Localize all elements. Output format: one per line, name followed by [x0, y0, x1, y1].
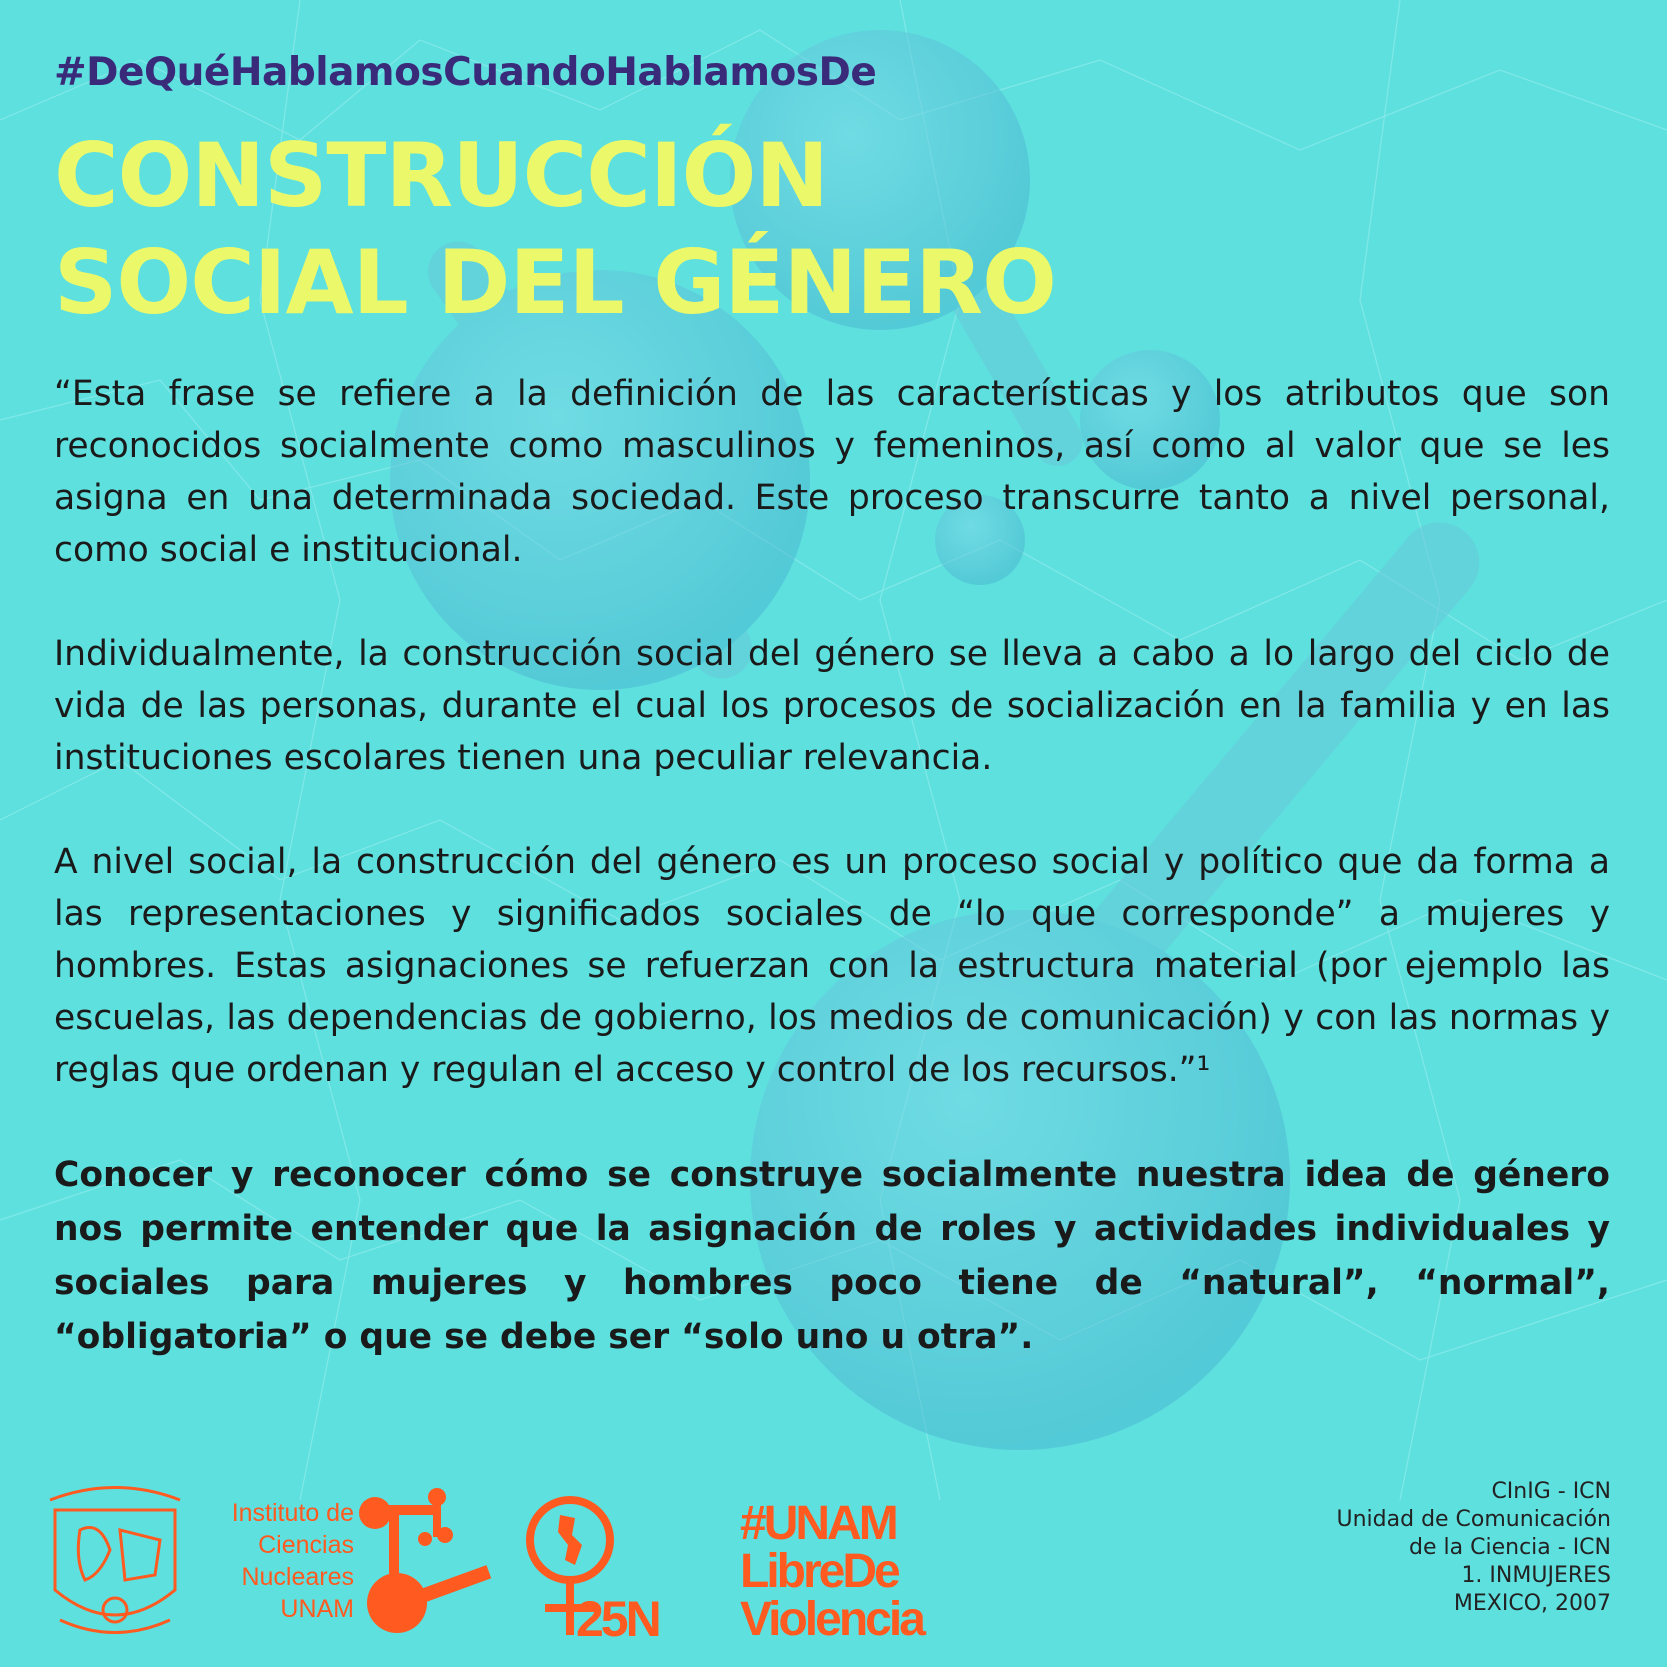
title-line-2: SOCIAL DEL GÉNERO	[54, 231, 1056, 334]
molecule-icon	[355, 1485, 495, 1635]
title-line-1: CONSTRUCCIÓN	[54, 124, 829, 227]
credit-line-3: de la Ciencia - ICN	[1409, 1535, 1611, 1560]
paragraph-2: Individualmente, la construcción social del género se lleva a cabo a lo largo del ciclo de vida de las personas, durante el cual los procesos de socialización en la familia y en las instituciones escolares tienen una peculiar relevancia.	[54, 634, 1610, 778]
icn-line-1: Instituto de	[231, 1499, 354, 1527]
icn-line-2: Ciencias	[258, 1531, 354, 1559]
paragraph-3: A nivel social, la construcción del género es un proceso social y político que da forma a las representaciones y significados sociales de “lo que corresponde” a mujeres y hombres. Estas asignaciones se refuerzan con la estructura material (por ejemplo las escuelas, las dependencias de gobierno, los medios de comunicación) y con las normas y reglas que ordenan y regulan el acceso y control de los recursos.”¹	[54, 842, 1610, 1090]
page-title	[54, 122, 1056, 336]
body-text	[54, 368, 1610, 1416]
unam-line-3: Violencia	[740, 1593, 923, 1646]
icn-line-4: UNAM	[280, 1595, 354, 1623]
credit-line-4: 1. INMUJERES	[1461, 1563, 1611, 1588]
credit-line-2: Unidad de Comunicación	[1336, 1507, 1611, 1532]
icn-line-3: Nucleares	[241, 1563, 354, 1591]
credit-line-5: MEXICO, 2007	[1453, 1591, 1611, 1616]
unam-line-2: LibreDe	[740, 1545, 898, 1598]
unam-libre-de-violencia-logo	[740, 1497, 923, 1646]
hashtag-heading: #DeQuéHablamosCuandoHablamosDe	[54, 50, 877, 95]
paragraph-4-conclusion: Conocer y reconocer cómo se construye socialmente nuestra idea de género nos permite entender que la asignación de roles y actividades individuales y sociales para mujeres y hombres poco tiene de “natural”, “normal”, “obligatoria” o que se debe ser “solo uno u otra”.	[54, 1155, 1610, 1357]
icn-logo-text	[214, 1497, 354, 1625]
paragraph-1: “Esta frase se refiere a la definición de las características y los atributos que son reconocidos socialmente como masculinos y femeninos, así como al valor que se les asigna en una determinada sociedad. Este proceso transcurre tanto a nivel personal, como social e institucional.	[54, 374, 1610, 570]
credit-line-1: CInIG - ICN	[1491, 1479, 1611, 1504]
credits-block	[1337, 1478, 1612, 1618]
unam-seal-icon	[40, 1480, 190, 1640]
unam-line-1: #UNAM	[740, 1497, 896, 1550]
25n-label: 25N	[576, 1591, 659, 1647]
